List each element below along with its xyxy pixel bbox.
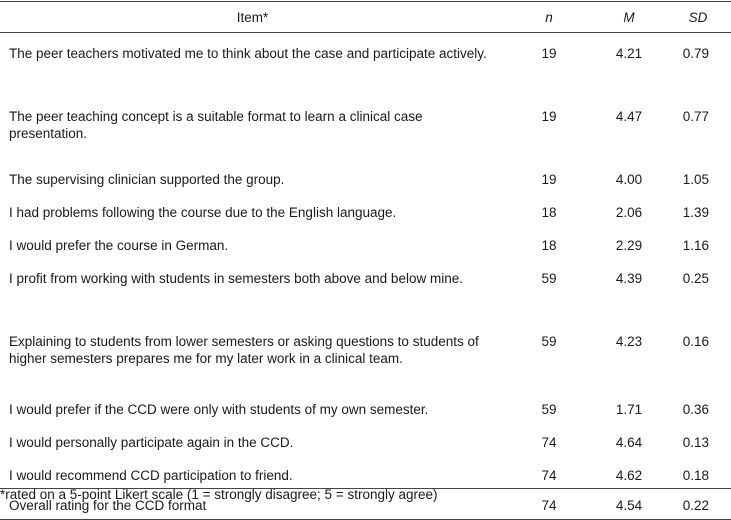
row-item: The peer teaching concept is a suitable format to learn a clinical case presentation. xyxy=(9,109,423,141)
row-item: The peer teachers motivated me to think about the case and participate actively. xyxy=(9,46,487,61)
table-row xyxy=(0,96,731,159)
row-item: I had problems following the course due to the English language. xyxy=(9,205,397,220)
row-sd: 0.25 xyxy=(682,271,709,286)
row-item: I would prefer the course in German. xyxy=(9,238,229,253)
row-item: I would recommend CCD participation to friend. xyxy=(9,468,293,483)
row-item: The supervising clinician supported the group. xyxy=(9,172,285,187)
survey-results-table xyxy=(0,1,731,520)
row-mean: 4.62 xyxy=(615,468,643,483)
table-header xyxy=(0,2,731,33)
row-sd: 0.22 xyxy=(665,489,731,520)
table-row xyxy=(0,192,731,225)
header-n: n xyxy=(505,2,593,33)
row-sd: 1.05 xyxy=(682,172,709,187)
row-n: 74 xyxy=(541,435,557,450)
row-sd: 0.16 xyxy=(682,334,709,349)
row-n: 74 xyxy=(505,489,593,520)
table-row xyxy=(0,258,731,321)
header-mean: M xyxy=(593,2,665,33)
row-mean: 4.00 xyxy=(615,172,643,187)
row-n: 74 xyxy=(541,468,557,483)
row-item: I profit from working with students in semesters both above and below mine. xyxy=(9,271,463,286)
row-n: 59 xyxy=(541,334,557,349)
table-row xyxy=(0,422,731,455)
header-sd: SD xyxy=(665,2,731,33)
row-sd: 0.13 xyxy=(682,435,709,450)
row-item: I would prefer if the CCD were only with students of my own semester. xyxy=(9,402,429,417)
table-row xyxy=(0,455,731,489)
row-sd: 0.18 xyxy=(682,468,709,483)
row-mean: 4.23 xyxy=(615,334,643,349)
row-n: 19 xyxy=(541,46,557,61)
row-mean: 1.71 xyxy=(615,402,643,417)
row-mean: 4.54 xyxy=(593,489,665,520)
table-row xyxy=(0,33,731,97)
row-n: 59 xyxy=(541,271,557,286)
row-mean: 4.64 xyxy=(615,435,643,450)
row-sd: 0.77 xyxy=(682,109,709,124)
row-item: I would personally participate again in the CCD. xyxy=(9,435,294,450)
table-body xyxy=(0,33,731,520)
row-mean: 4.39 xyxy=(615,271,643,286)
row-n: 19 xyxy=(541,109,557,124)
row-n: 18 xyxy=(541,205,557,220)
header-item: Item* xyxy=(0,2,505,33)
row-sd: 1.39 xyxy=(682,205,709,220)
table-footnote: *rated on a 5-point Likert scale (1 = strongly disagree; 5 = strongly agree) xyxy=(0,487,438,502)
row-sd: 0.79 xyxy=(682,46,709,61)
row-item: Explaining to students from lower semesters or asking questions to students of higher semesters prepares me for my later work in a clinical team. xyxy=(9,334,479,366)
row-sd: 1.16 xyxy=(682,238,709,253)
row-item: Overall rating for the CCD format xyxy=(0,489,505,520)
row-mean: 4.21 xyxy=(615,46,643,61)
row-mean: 4.47 xyxy=(615,109,643,124)
row-mean: 2.29 xyxy=(615,238,643,253)
table-row xyxy=(0,389,731,422)
row-n: 18 xyxy=(541,238,557,253)
row-mean: 2.06 xyxy=(615,205,643,220)
row-n: 19 xyxy=(541,172,557,187)
table-row xyxy=(0,225,731,258)
row-n: 59 xyxy=(541,402,557,417)
table-row xyxy=(0,321,731,389)
row-sd: 0.36 xyxy=(682,402,709,417)
table-row xyxy=(0,159,731,192)
